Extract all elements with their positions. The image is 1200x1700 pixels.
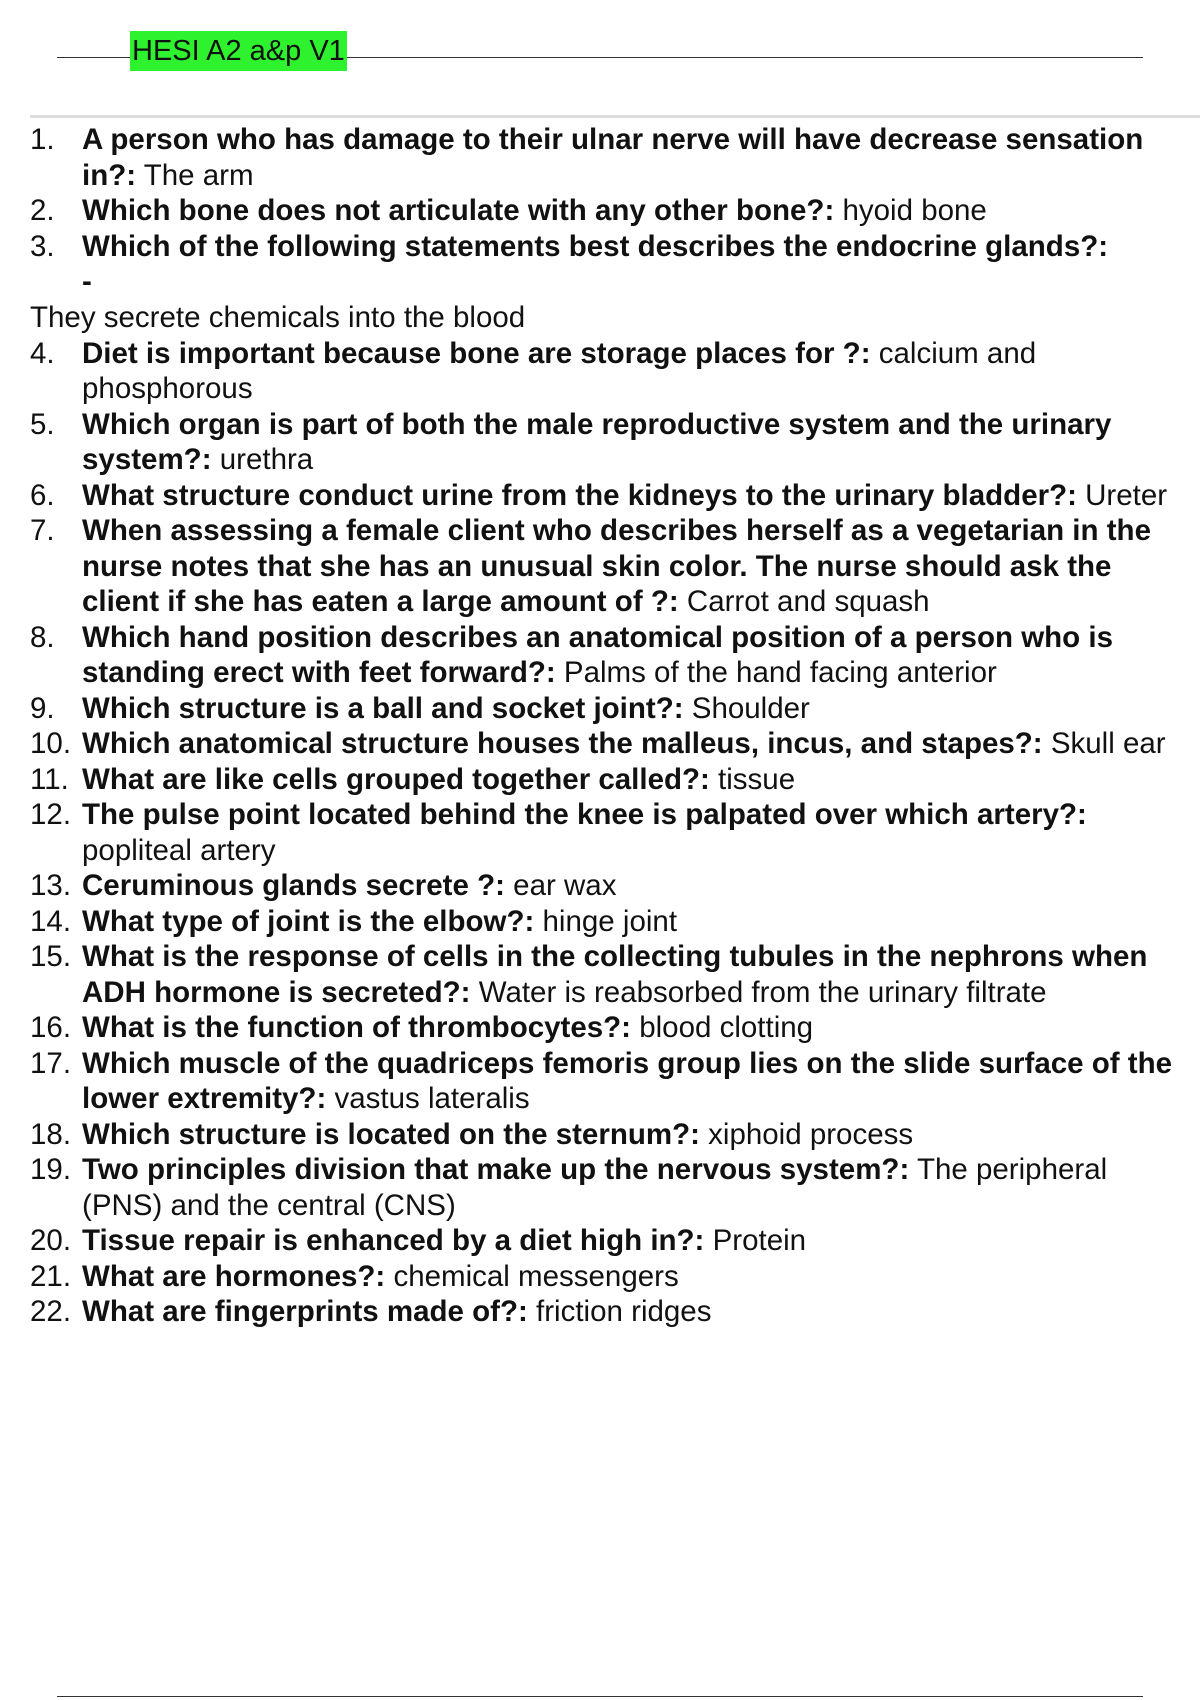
item-number: 8. [30,620,55,654]
item-body [82,336,1200,407]
item-number: 22. [30,1295,72,1328]
qa-item-3 [30,229,1200,265]
item-number: 3. [30,229,55,263]
item-number: 7. [30,514,55,547]
qa-list [30,122,1200,1330]
item-body [82,726,1200,762]
item-body [82,1152,1200,1223]
item-body [82,762,1200,798]
header-separator [30,115,1200,118]
qa-item-13 [30,868,1200,904]
item-body [82,407,1200,478]
item-number: 14. [30,904,72,938]
qa-item-10 [30,726,1200,762]
answer-text: hinge joint [542,904,678,938]
item-body [82,1294,1200,1330]
answer-text: Protein [712,1224,807,1257]
question-text: Which muscle of the quadriceps femoris group lies on the slide surface of the lower extremity?: [82,1046,1173,1115]
qa-item-18 [30,1117,1200,1153]
item-number: 20. [30,1224,72,1257]
answer-text: Shoulder [691,691,810,725]
answer-text: Skull ear [1050,727,1166,760]
item-3-answer: They secrete chemicals into the blood [30,301,526,334]
answer-text: friction ridges [536,1295,712,1328]
item-number: 17. [30,1046,72,1080]
qa-item-6 [30,478,1200,514]
item-number: 21. [30,1259,72,1293]
item-body [82,1259,1200,1295]
item-number: 11. [30,762,69,796]
qa-item-21 [30,1259,1200,1295]
document-title: HESI A2 a&p V1 [130,31,347,71]
item-number: 13. [30,869,72,902]
item-body [82,797,1200,868]
question-text: Which of the following statements best describes the endocrine glands?: [82,229,1109,263]
answer-text: The arm [143,158,254,192]
qa-item-17 [30,1046,1200,1117]
answer-text: Carrot and squash [686,585,930,618]
item-body [82,1223,1200,1259]
question-text: Tissue repair is enhanced by a diet high in?: [82,1224,705,1257]
item-number: 18. [30,1117,72,1151]
answer-text: tissue [718,762,796,796]
qa-item-16 [30,1010,1200,1046]
item-body [82,1010,1200,1046]
qa-item-1 [30,122,1200,193]
question-text: What is the response of cells in the collecting tubules in the nephrons when ADH hormone is secreted?: [82,940,1148,1009]
question-text: What is the function of thrombocytes?: [82,1011,632,1044]
item-number: 16. [30,1011,72,1044]
qa-item-14 [30,904,1200,940]
question-text: A person who has damage to their ulnar nerve will have decrease sensation in?: [82,123,1144,192]
item-number: 4. [30,336,55,370]
item-number: 9. [30,691,55,725]
answer-text: calcium and phosphorous [82,336,1037,405]
question-text: What are fingerprints made of?: [82,1295,528,1328]
answer-text: hyoid bone [842,194,987,227]
question-text: Which organ is part of both the male reproductive system and the urinary system?: [82,407,1112,476]
item-body [82,513,1200,620]
qa-item-5 [30,407,1200,478]
qa-item-9 [30,691,1200,727]
item-body [82,939,1200,1010]
question-text: Which bone does not articulate with any other bone?: [82,194,835,227]
qa-item-20 [30,1223,1200,1259]
item-body [82,691,1200,727]
qa-item-8 [30,620,1200,691]
answer-text: chemical messengers [393,1259,679,1293]
item-number: 1. [30,123,55,156]
item-body [82,1046,1200,1117]
item-body [82,1117,1200,1153]
question-text: What are hormones?: [82,1259,386,1293]
question-text: Ceruminous glands secrete ?: [82,869,505,902]
item-3-dash: - [82,265,92,298]
item-number: 5. [30,407,55,441]
footer-rule [57,1696,1143,1697]
answer-text: urethra [219,443,314,476]
qa-item-7 [30,513,1200,620]
item-body [82,229,1200,265]
answer-text: popliteal artery [82,833,276,867]
question-text: Diet is important because bone are storage places for ?: [82,336,871,370]
question-text: The pulse point located behind the knee is palpated over which artery?: [82,798,1087,831]
item-body [82,620,1200,691]
item-body [82,122,1200,193]
item-number: 15. [30,940,72,973]
answer-text: ear wax [513,869,617,902]
answer-text: The peripheral (PNS) and the central (CNS) [82,1153,1108,1222]
item-number: 2. [30,194,55,227]
question-text: Two principles division that make up the nervous system?: [82,1153,910,1186]
answer-text: Palms of the hand facing anterior [563,656,997,689]
item-number: 12. [30,798,72,831]
answer-text: Water is reabsorbed from the urinary filtrate [478,975,1047,1009]
question-text: What structure conduct urine from the kidneys to the urinary bladder?: [82,478,1077,512]
item-body [82,868,1200,904]
qa-item-4 [30,336,1200,407]
item-body [82,904,1200,940]
item-body [82,193,1200,229]
question-text: Which structure is a ball and socket joint?: [82,691,684,725]
item-number: 6. [30,478,55,512]
item-number: 10. [30,727,72,760]
qa-item-2 [30,193,1200,229]
qa-item-15 [30,939,1200,1010]
answer-text: xiphoid process [708,1117,914,1151]
qa-item-12 [30,797,1200,868]
answer-text: Ureter [1085,478,1168,512]
item-number: 19. [30,1153,72,1186]
qa-item-11 [30,762,1200,798]
question-text: Which structure is located on the sternum?: [82,1117,700,1151]
question-text: What type of joint is the elbow?: [82,904,535,938]
question-text: Which anatomical structure houses the malleus, incus, and stapes?: [82,727,1043,760]
item-body [82,478,1200,514]
qa-item-19 [30,1152,1200,1223]
qa-item-22 [30,1294,1200,1330]
question-text: When assessing a female client who describes herself as a vegetarian in the nurse notes that she has an unusual skin color. The nurse should ask the client if she has eaten a large amount of ?: [82,514,1151,618]
question-text: What are like cells grouped together called?: [82,762,710,796]
answer-text: blood clotting [639,1011,814,1044]
answer-text: vastus lateralis [334,1082,530,1115]
question-text: Which hand position describes an anatomical position of a person who is standing erect with feet forward?: [82,620,1113,689]
